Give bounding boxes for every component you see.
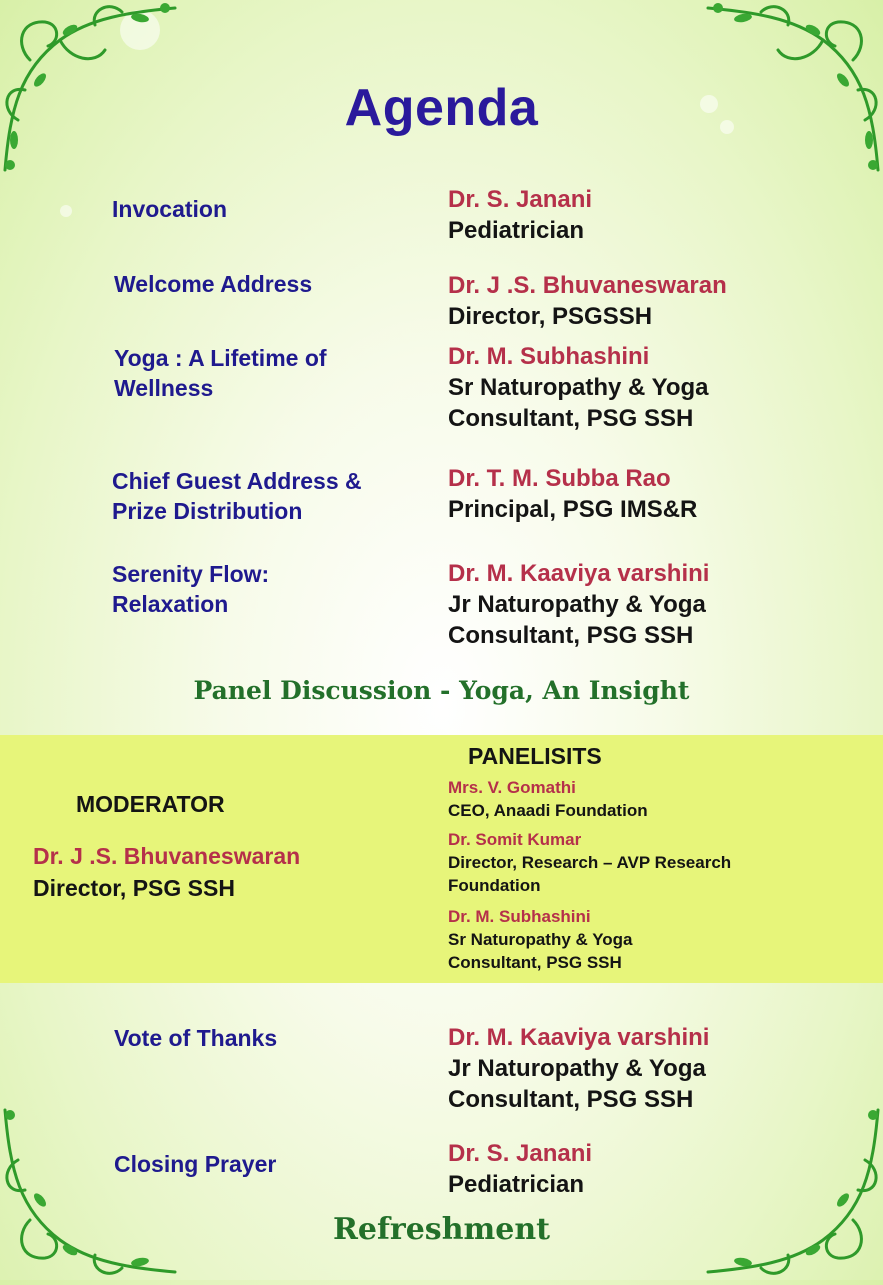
panelist-role: Director, Research – AVP Research: [448, 853, 732, 872]
panelist: [448, 828, 731, 897]
moderator-role: Director, PSG SSH: [33, 875, 235, 901]
panelist-role: Consultant, PSG SSH: [448, 953, 622, 972]
moderator-title: MODERATOR: [76, 791, 225, 817]
speaker-role: Jr Naturopathy & Yoga: [448, 1055, 706, 1082]
panel-discussion-heading: Panel Discussion - Yoga, An Insight: [193, 676, 690, 705]
bokeh-light: [60, 205, 72, 217]
speaker-role: Pediatrician: [448, 217, 585, 244]
agenda-label-line: Relaxation: [112, 591, 229, 617]
agenda-speaker-block: [448, 341, 708, 434]
speaker-role: Pediatrician: [448, 1171, 585, 1198]
panelist-name: Dr. M. Subhashini: [448, 907, 591, 926]
moderator-block: [33, 840, 300, 904]
agenda-speaker-block: [448, 270, 727, 332]
speaker-name: Dr. M. Subhashini: [448, 343, 650, 370]
panelist-role: CEO, Anaadi Foundation: [448, 801, 648, 820]
speaker-role: Jr Naturopathy & Yoga: [448, 591, 706, 618]
refreshment-footer: Refreshment: [332, 1212, 551, 1247]
panel-band: [0, 735, 883, 983]
agenda-label: [114, 343, 327, 403]
speaker-name: Dr. S. Janani: [448, 186, 593, 213]
floral-swirl-icon: [0, 1100, 190, 1280]
speaker-role: Consultant, PSG SSH: [448, 1086, 694, 1113]
panelist-role: Sr Naturopathy & Yoga: [448, 930, 633, 949]
page-title: Agenda: [344, 79, 539, 137]
panelist: [448, 905, 633, 974]
agenda-speaker-block: [448, 463, 697, 525]
speaker-role: Sr Naturopathy & Yoga: [448, 374, 709, 401]
agenda-label-line: Wellness: [114, 375, 214, 401]
agenda-label-line: Prize Distribution: [112, 498, 303, 524]
agenda-label-line: Yoga : A Lifetime of: [114, 345, 327, 371]
speaker-name: Dr. S. Janani: [448, 1140, 593, 1167]
agenda-label: [112, 559, 269, 619]
agenda-speaker-block: [448, 1022, 709, 1115]
agenda-label-line: Serenity Flow:: [112, 561, 270, 587]
panelist-role: Foundation: [448, 876, 541, 895]
speaker-role: Director, PSGSSH: [448, 303, 653, 330]
agenda-speaker-block: [448, 184, 592, 246]
panelist: [448, 776, 648, 822]
panelist-name: Dr. Somit Kumar: [448, 830, 582, 849]
agenda-label: Invocation: [112, 196, 228, 222]
moderator-name: Dr. J .S. Bhuvaneswaran: [33, 843, 301, 869]
panelist-name: Mrs. V. Gomathi: [448, 778, 576, 797]
speaker-role: Consultant, PSG SSH: [448, 622, 694, 649]
agenda-label: Welcome Address: [114, 271, 313, 297]
speaker-name: Dr. M. Kaaviya varshini: [448, 1024, 710, 1051]
agenda-label: Closing Prayer: [114, 1151, 277, 1177]
speaker-name: Dr. J .S. Bhuvaneswaran: [448, 272, 727, 299]
agenda-speaker-block: [448, 1138, 592, 1200]
agenda-label: Vote of Thanks: [114, 1025, 278, 1051]
floral-swirl-icon: [693, 1100, 883, 1280]
speaker-name: Dr. T. M. Subba Rao: [448, 465, 671, 492]
speaker-name: Dr. M. Kaaviya varshini: [448, 560, 710, 587]
agenda-speaker-block: [448, 558, 709, 651]
agenda-label-line: Chief Guest Address &: [112, 468, 362, 494]
agenda-label: [112, 466, 362, 526]
speaker-role: Principal, PSG IMS&R: [448, 496, 698, 523]
panelists-title: PANELISITS: [468, 743, 602, 769]
speaker-role: Consultant, PSG SSH: [448, 405, 694, 432]
